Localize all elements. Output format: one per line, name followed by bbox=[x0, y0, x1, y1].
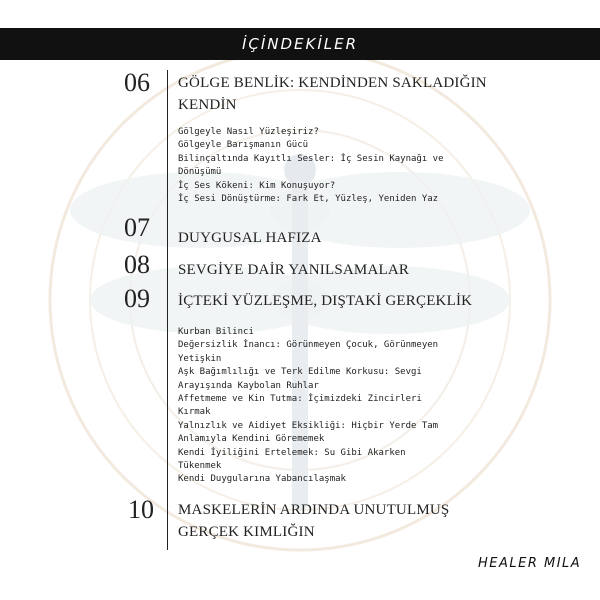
section-number: 08 bbox=[124, 250, 150, 279]
section-title-line: SEVGİYE DAİR YANILSAMALAR bbox=[178, 262, 410, 278]
section-title-line: İÇTEKİ YÜZLEŞME, DIŞTAKİ GERÇEKLİK bbox=[178, 293, 473, 309]
subsection-item: Kendi Duygularına Yabancılaşmak bbox=[178, 474, 346, 485]
section-title bbox=[178, 259, 409, 281]
vertical-divider bbox=[167, 70, 168, 550]
subsection-item: Anlamıyla Kendini Görememek bbox=[178, 434, 325, 445]
subsection-item: Değersizlik İnancı: Görünmeyen Çocuk, Görünmeyen bbox=[178, 340, 439, 351]
subsection-item: Kendi İyiliğini Ertelemek: Su Gibi Akarken bbox=[178, 447, 406, 458]
section-title-line: GERÇEK KIMLIĞIN bbox=[178, 524, 315, 540]
section-title bbox=[178, 499, 449, 543]
subsection-item: Kırmak bbox=[178, 407, 211, 418]
section-number: 07 bbox=[124, 213, 150, 242]
subsection-item: Tükenmek bbox=[178, 461, 222, 472]
section-number: 10 bbox=[128, 495, 154, 524]
section-title-line: KENDİN bbox=[178, 97, 237, 113]
subsection-item: Yetişkin bbox=[178, 353, 222, 364]
page-title: İÇİNDEKİLER bbox=[241, 35, 359, 53]
subsection-item: Aşk Bağımlılığı ve Terk Edilme Korkusu: Sevgi bbox=[178, 367, 422, 378]
section-title bbox=[178, 227, 322, 249]
subsection-item: Affetmeme ve Kin Tutma: İçimizdeki Zincirleri bbox=[178, 394, 422, 405]
subsection-item: Dönüşümü bbox=[178, 167, 222, 178]
section-title-line: MASKELERİN ARDINDA UNUTULMUŞ bbox=[178, 502, 450, 518]
section-number: 09 bbox=[124, 284, 150, 313]
subsection-item: Kurban Bilinci bbox=[178, 327, 254, 337]
subsection-item: Yalnızlık ve Aidiyet Eksikliği: Hiçbir Yerde Tam bbox=[178, 420, 439, 431]
subsection-item: Gölgeyle Barışmanın Gücü bbox=[178, 140, 309, 151]
subsection-item: Gölgeyle Nasıl Yüzleşiriz? bbox=[178, 127, 319, 137]
author-signature: HEALER MILA bbox=[478, 556, 582, 571]
subsection-item: İç Sesi Dönüştürme: Fark Et, Yüzleş, Yeniden Yaz bbox=[178, 194, 439, 205]
subsection-item: Bilinçaltında Kayıtlı Sesler: İç Sesin Kaynağı ve bbox=[178, 153, 444, 164]
section-number: 06 bbox=[124, 68, 150, 97]
section-title bbox=[178, 290, 472, 312]
subsection-item: İç Ses Kökeni: Kim Konuşuyor? bbox=[178, 180, 336, 191]
section-title-line: GÖLGE BENLİK: KENDİNDEN SAKLADIĞIN bbox=[178, 75, 487, 91]
section-title bbox=[178, 72, 487, 116]
subsection-list bbox=[178, 326, 478, 487]
section-title-line: DUYGUSAL HAFIZA bbox=[178, 230, 322, 246]
subsection-item: Arayışında Kaybolan Ruhlar bbox=[178, 380, 319, 391]
subsection-list bbox=[178, 126, 478, 206]
